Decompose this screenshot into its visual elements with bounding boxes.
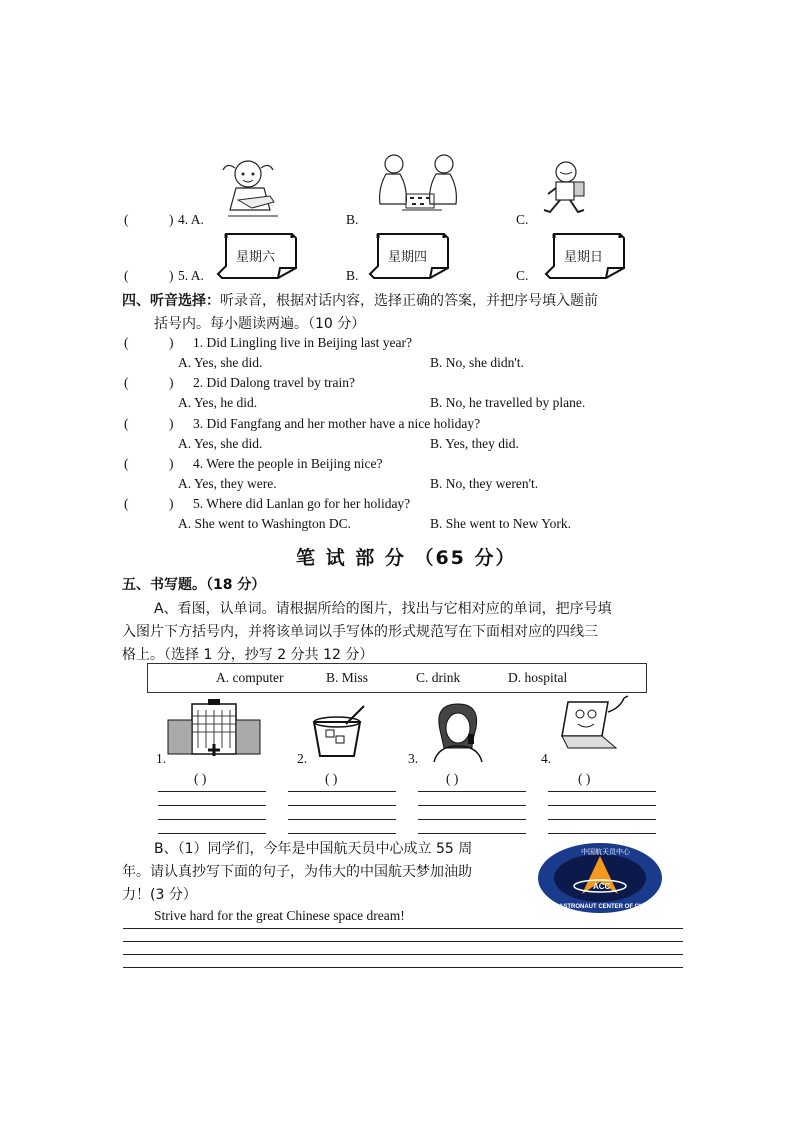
writing-line[interactable] xyxy=(288,805,396,806)
picture-number: 1. xyxy=(156,751,167,766)
section-4-instruction: 听录音，根据对话内容，选择正确的答案，并把序号填入题前 xyxy=(220,293,598,309)
part-b-instruction-2: 年。请认真抄写下面的句子，为伟大的中国航天梦加油助 xyxy=(122,864,472,880)
calendar-label: 星期日 xyxy=(564,250,604,265)
copy-sentence: Strive hard for the great Chinese space dream! xyxy=(154,908,405,923)
writing-line[interactable] xyxy=(548,833,656,834)
option-b: B. No, he travelled by plane. xyxy=(430,395,586,410)
part-b-instruction-3: 力！(3 分） xyxy=(122,887,197,903)
writing-line[interactable] xyxy=(548,805,656,806)
word-options-box xyxy=(147,663,647,693)
writing-line[interactable] xyxy=(123,928,683,929)
writing-line[interactable] xyxy=(158,833,266,834)
option-a: A. Yes, they were. xyxy=(178,476,277,491)
writing-line[interactable] xyxy=(418,805,526,806)
question-text: 2. Did Dalong travel by train? xyxy=(193,375,355,390)
answer-paren[interactable]: ( xyxy=(124,416,129,431)
answer-paren[interactable]: ( xyxy=(124,456,129,471)
writing-line[interactable] xyxy=(123,967,683,968)
option-a: A. Yes, she did. xyxy=(178,436,263,451)
calendar-label: 星期四 xyxy=(388,250,428,265)
boys-playing-chess-icon xyxy=(372,152,468,218)
answer-blank[interactable]: ( ) xyxy=(446,771,459,786)
part-a-instruction-3: 格上。（选择 1 分，抄写 2 分共 12 分） xyxy=(122,647,374,663)
word-option: B. Miss xyxy=(326,670,369,685)
answer-paren-open: ( xyxy=(124,212,129,227)
option-b-label: B. xyxy=(346,212,359,227)
writing-line[interactable] xyxy=(548,791,656,792)
writing-line[interactable] xyxy=(123,941,683,942)
answer-paren-close: ) xyxy=(169,416,174,431)
answer-paren[interactable]: ( xyxy=(124,335,129,350)
writing-line[interactable] xyxy=(418,791,526,792)
answer-paren-open: ( xyxy=(124,268,129,283)
option-b: B. No, they weren't. xyxy=(430,476,539,491)
part-b-instruction-1: B、（1）同学们，今年是中国航天员中心成立 55 周 xyxy=(154,841,473,857)
answer-blank[interactable]: ( ) xyxy=(578,771,591,786)
miss-teacher-icon xyxy=(426,700,492,762)
logo-bottom-text: ASTRONAUT CENTER OF CHINA xyxy=(559,904,654,910)
astronaut-center-logo xyxy=(537,842,663,914)
option-c-label: C. xyxy=(516,268,529,283)
answer-blank[interactable]: ( ) xyxy=(194,771,207,786)
section-4-title: 四、听音选择： xyxy=(122,293,220,309)
question-5-label: 5. A. xyxy=(178,268,204,283)
drink-icon xyxy=(310,704,374,760)
option-b: B. She went to New York. xyxy=(430,516,572,531)
question-text: 5. Where did Lanlan go for her holiday? xyxy=(193,496,411,511)
option-a: A. Yes, she did. xyxy=(178,355,263,370)
answer-paren[interactable]: ( xyxy=(124,496,129,511)
boy-running-icon xyxy=(540,160,592,222)
girl-reading-icon xyxy=(218,156,288,222)
part-a-instruction-1: A、看图，认单词。请根据所给的图片，找出与它相对应的单词，把序号填 xyxy=(154,601,612,617)
part-a-instruction-2: 入图片下方括号内，并将该单词以手写体的形式规范写在下面相对应的四线三 xyxy=(122,624,598,640)
option-a: A. Yes, he did. xyxy=(178,395,258,410)
word-option: D. hospital xyxy=(508,670,568,685)
writing-line[interactable] xyxy=(123,954,683,955)
option-c-label: C. xyxy=(516,212,529,227)
answer-paren-close: ) xyxy=(169,212,174,227)
section-5-title: 五、书写题。（18 分） xyxy=(122,577,266,593)
answer-paren-close: ) xyxy=(169,456,174,471)
calendar-label: 星期六 xyxy=(236,250,276,265)
option-a: A. She went to Washington DC. xyxy=(178,516,352,531)
answer-paren[interactable]: ( xyxy=(124,375,129,390)
writing-line[interactable] xyxy=(158,805,266,806)
option-b-label: B. xyxy=(346,268,359,283)
answer-paren-close: ) xyxy=(169,335,174,350)
question-text: 4. Were the people in Beijing nice? xyxy=(193,456,383,471)
question-text: 1. Did Lingling live in Beijing last year? xyxy=(193,335,412,350)
written-section-heading: 笔 试 部 分 （65 分） xyxy=(296,547,517,569)
writing-line[interactable] xyxy=(288,819,396,820)
answer-blank[interactable]: ( ) xyxy=(325,771,338,786)
picture-number: 4. xyxy=(541,751,552,766)
picture-number: 2. xyxy=(297,751,308,766)
picture-number: 3. xyxy=(408,751,419,766)
answer-paren-close: ) xyxy=(169,375,174,390)
writing-line[interactable] xyxy=(158,819,266,820)
answer-paren-close: ) xyxy=(169,268,174,283)
writing-line[interactable] xyxy=(418,833,526,834)
question-text: 3. Did Fangfang and her mother have a nice holiday? xyxy=(193,416,481,431)
section-4-instruction-2: 括号内。每小题读两遍。（10 分） xyxy=(154,316,366,332)
writing-line[interactable] xyxy=(158,791,266,792)
logo-top-text: 中国航天员中心 xyxy=(581,848,630,856)
writing-line[interactable] xyxy=(418,819,526,820)
word-option: A. computer xyxy=(216,670,284,685)
calendar-icon xyxy=(216,232,298,276)
option-b: B. No, she didn't. xyxy=(430,355,524,370)
computer-icon xyxy=(554,694,636,756)
section-4-header xyxy=(122,290,598,310)
writing-line[interactable] xyxy=(288,791,396,792)
word-option: C. drink xyxy=(416,670,461,685)
calendar-icon xyxy=(368,232,450,276)
question-4-label: 4. A. xyxy=(178,212,204,227)
hospital-icon xyxy=(164,698,264,760)
writing-line[interactable] xyxy=(288,833,396,834)
calendar-icon xyxy=(544,232,626,276)
option-b: B. Yes, they did. xyxy=(430,436,519,451)
answer-paren-close: ) xyxy=(169,496,174,511)
logo-center-text: ACC xyxy=(593,882,611,891)
writing-line[interactable] xyxy=(548,819,656,820)
